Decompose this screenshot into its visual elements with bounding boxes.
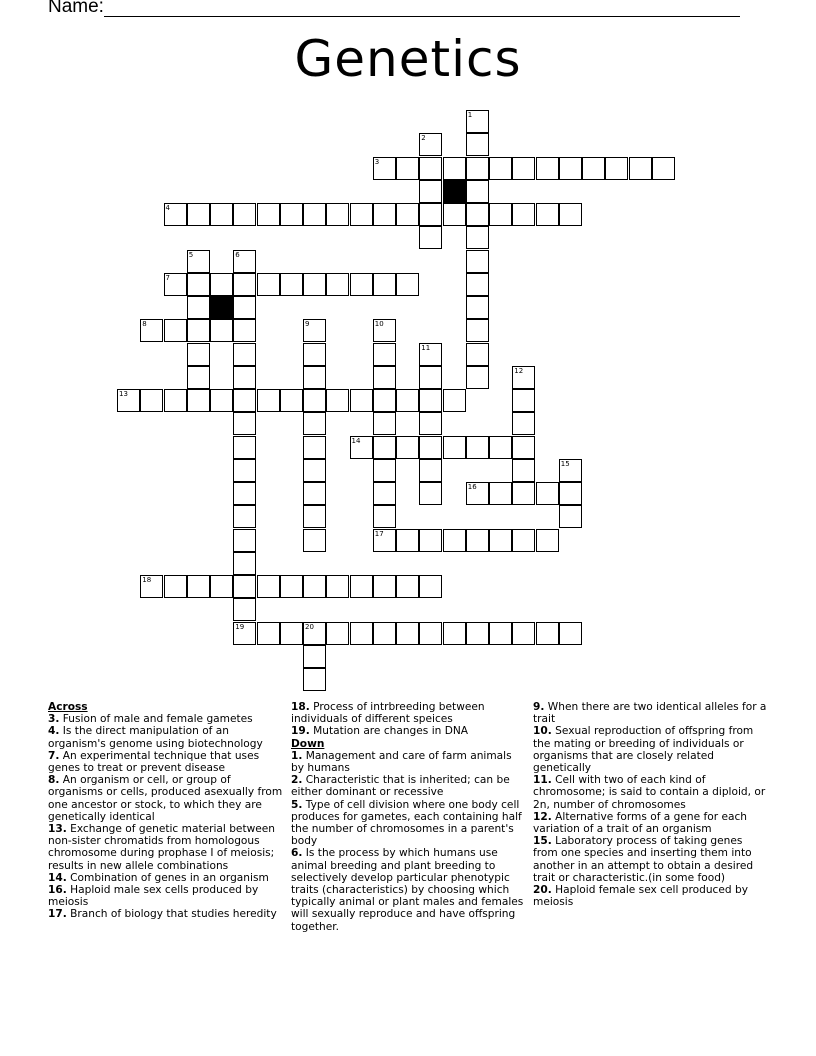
grid-cell[interactable] bbox=[233, 598, 256, 621]
grid-cell[interactable] bbox=[187, 273, 210, 296]
grid-cell[interactable] bbox=[233, 552, 256, 575]
grid-cell[interactable] bbox=[489, 529, 512, 552]
grid-cell[interactable] bbox=[164, 273, 187, 296]
name-label: Name: bbox=[48, 0, 104, 17]
grid-cell[interactable] bbox=[396, 529, 419, 552]
grid-cell[interactable] bbox=[233, 575, 256, 598]
grid-cell[interactable] bbox=[303, 412, 326, 435]
grid-cell-number: 11 bbox=[421, 343, 431, 352]
grid-cell-number: 16 bbox=[467, 483, 477, 491]
grid-cell[interactable] bbox=[443, 436, 466, 459]
grid-cell[interactable] bbox=[559, 505, 582, 528]
grid-cell[interactable] bbox=[233, 622, 256, 645]
grid-cell[interactable] bbox=[233, 273, 256, 296]
grid-cell[interactable] bbox=[303, 622, 326, 645]
clue-across-3: 3. Fusion of male and female gametes bbox=[48, 713, 253, 726]
grid-cell[interactable] bbox=[419, 459, 442, 482]
grid-cell[interactable] bbox=[466, 529, 489, 552]
clue-down-12: 12. Alternative forms of a gene for each variation of a trait of an organism bbox=[533, 810, 747, 836]
grid-cell-number: 13 bbox=[119, 390, 128, 398]
grid-cell[interactable] bbox=[140, 389, 163, 412]
grid-cell[interactable] bbox=[257, 203, 280, 226]
grid-cell-number: 3 bbox=[374, 157, 380, 166]
grid-cell[interactable] bbox=[140, 575, 163, 598]
grid-cell[interactable] bbox=[164, 389, 187, 412]
grid-cell[interactable] bbox=[233, 529, 256, 552]
grid-cell[interactable] bbox=[210, 273, 233, 296]
grid-cell[interactable] bbox=[489, 157, 512, 180]
grid-cell[interactable] bbox=[512, 622, 535, 645]
grid-cell[interactable] bbox=[512, 389, 535, 412]
grid-cell[interactable] bbox=[559, 157, 582, 180]
grid-cell[interactable] bbox=[280, 203, 303, 226]
grid-cell[interactable] bbox=[373, 157, 396, 180]
clue-across-19: 19. Mutation are changes in DNA bbox=[291, 725, 469, 738]
grid-cell[interactable] bbox=[373, 389, 396, 412]
grid-cell[interactable] bbox=[187, 319, 210, 342]
grid-cell[interactable] bbox=[350, 273, 373, 296]
grid-cell[interactable] bbox=[210, 389, 233, 412]
grid-cell[interactable] bbox=[512, 366, 535, 389]
grid-cell[interactable] bbox=[233, 319, 256, 342]
grid-cell[interactable] bbox=[373, 412, 396, 435]
grid-cell[interactable] bbox=[419, 622, 442, 645]
grid-cell-number: 12 bbox=[514, 366, 524, 375]
clue-across-4: 4. Is the direct manipulation of an organism's genome using biotechnology bbox=[48, 725, 263, 750]
grid-cell[interactable] bbox=[233, 296, 256, 319]
clue-across-8: 8. An organism or cell, or group of organisms or cells, produced asexually from one ancestor or stock, to which they are genetically identical bbox=[48, 774, 283, 823]
clue-down-9: 9. When there are two identical alleles for a trait bbox=[533, 701, 767, 726]
grid-cell[interactable] bbox=[373, 203, 396, 226]
clue-down-10: 10. Sexual reproduction of offspring from the mating or breeding of individuals or organisms that are closely related genetically bbox=[533, 725, 754, 775]
grid-cell[interactable] bbox=[466, 273, 489, 296]
grid-cell[interactable] bbox=[373, 436, 396, 459]
grid-cell[interactable] bbox=[466, 180, 489, 203]
grid-cell[interactable] bbox=[489, 482, 512, 505]
grid-cell[interactable] bbox=[582, 157, 605, 180]
grid-cell[interactable] bbox=[489, 203, 512, 226]
grid-cell[interactable] bbox=[466, 157, 489, 180]
grid-cell[interactable] bbox=[559, 622, 582, 645]
clue-down-6: 6. Is the process by which humans use animal breeding and plant breeding to selectively develop particular phenotypic traits (characteristics) by choosing which typically animal or plant males and females will sexually reproduce and have offspring together. bbox=[291, 847, 524, 933]
grid-cell[interactable] bbox=[419, 133, 442, 156]
grid-cell[interactable] bbox=[187, 366, 210, 389]
grid-cell[interactable] bbox=[536, 529, 559, 552]
grid-block-cell bbox=[210, 296, 233, 319]
grid-cell[interactable] bbox=[187, 296, 210, 319]
grid-cell-number: 4 bbox=[165, 204, 170, 212]
grid-cell[interactable] bbox=[466, 343, 489, 366]
grid-cell-number: 9 bbox=[305, 320, 310, 329]
clue-across-18: 18. Process of intrbreeding between individuals of different speices bbox=[291, 701, 485, 726]
grid-cell[interactable] bbox=[396, 157, 419, 180]
grid-cell[interactable] bbox=[257, 273, 280, 296]
grid-cell[interactable] bbox=[512, 412, 535, 435]
grid-cell[interactable] bbox=[257, 389, 280, 412]
grid-cell[interactable] bbox=[466, 296, 489, 319]
grid-cell-number: 18 bbox=[142, 576, 152, 584]
grid-cell[interactable] bbox=[303, 482, 326, 505]
grid-cell[interactable] bbox=[373, 622, 396, 645]
grid-cell[interactable] bbox=[373, 505, 396, 528]
grid-cell[interactable] bbox=[233, 505, 256, 528]
grid-cell-number: 20 bbox=[305, 622, 314, 631]
grid-cell[interactable] bbox=[303, 529, 326, 552]
grid-cell[interactable] bbox=[233, 436, 256, 459]
grid-cell[interactable] bbox=[512, 436, 535, 459]
grid-cell[interactable] bbox=[233, 343, 256, 366]
clue-down-5: 5. Type of cell division where one body cell produces for gametes, each containing half the number of chromosomes in a parent's body bbox=[291, 798, 522, 848]
clue-across-17: 17. Branch of biology that studies heredity bbox=[48, 908, 277, 921]
grid-cell-number: 1 bbox=[467, 111, 473, 119]
grid-cell[interactable] bbox=[117, 389, 140, 412]
grid-cell[interactable] bbox=[536, 203, 559, 226]
grid-cell[interactable] bbox=[443, 203, 466, 226]
grid-cell[interactable] bbox=[466, 133, 489, 156]
grid-cell[interactable] bbox=[466, 436, 489, 459]
grid-cell[interactable] bbox=[303, 668, 326, 691]
grid-cell[interactable] bbox=[396, 575, 419, 598]
grid-cell[interactable] bbox=[303, 459, 326, 482]
grid-cell[interactable] bbox=[303, 203, 326, 226]
grid-cell[interactable] bbox=[233, 203, 256, 226]
grid-cell[interactable] bbox=[466, 482, 489, 505]
grid-cell[interactable] bbox=[373, 319, 396, 342]
clues-column-2 bbox=[291, 701, 527, 933]
grid-cell-number: 15 bbox=[560, 459, 570, 468]
grid-cell[interactable] bbox=[419, 343, 442, 366]
grid-cell[interactable] bbox=[280, 575, 303, 598]
grid-cell[interactable] bbox=[303, 575, 326, 598]
clues-column-1 bbox=[48, 701, 284, 921]
grid-cell[interactable] bbox=[303, 319, 326, 342]
grid-cell[interactable] bbox=[350, 389, 373, 412]
grid-cell[interactable] bbox=[466, 203, 489, 226]
grid-cell[interactable] bbox=[443, 529, 466, 552]
grid-cell-number: 2 bbox=[421, 134, 426, 143]
grid-cell-number: 19 bbox=[235, 622, 245, 631]
clue-down-2: 2. Characteristic that is inherited; can be either dominant or recessive bbox=[291, 774, 510, 799]
grid-cell[interactable] bbox=[419, 366, 442, 389]
grid-cell[interactable] bbox=[140, 319, 163, 342]
grid-cell[interactable] bbox=[257, 622, 280, 645]
clue-down-15: 15. Laboratory process of taking genes from one species and inserting them into another in an attempt to obtain a desired trait or characteristic.(in some food) bbox=[533, 835, 754, 884]
grid-cell[interactable] bbox=[512, 157, 535, 180]
grid-cell[interactable] bbox=[443, 389, 466, 412]
grid-cell[interactable] bbox=[396, 203, 419, 226]
grid-cell[interactable] bbox=[396, 389, 419, 412]
grid-cell-number: 7 bbox=[165, 273, 170, 282]
grid-cell[interactable] bbox=[443, 622, 466, 645]
grid-cell[interactable] bbox=[536, 157, 559, 180]
grid-cell[interactable] bbox=[512, 203, 535, 226]
grid-cell[interactable] bbox=[280, 273, 303, 296]
grid-cell[interactable] bbox=[466, 319, 489, 342]
grid-cell[interactable] bbox=[373, 366, 396, 389]
grid-cell[interactable] bbox=[419, 482, 442, 505]
grid-cell[interactable] bbox=[373, 459, 396, 482]
grid-cell[interactable] bbox=[373, 575, 396, 598]
grid-cell[interactable] bbox=[350, 436, 373, 459]
grid-cell[interactable] bbox=[419, 180, 442, 203]
page-title: Genetics bbox=[294, 30, 522, 88]
grid-cell[interactable] bbox=[373, 529, 396, 552]
grid-cell[interactable] bbox=[652, 157, 675, 180]
grid-cell-number: 6 bbox=[235, 250, 240, 259]
clues-column-3 bbox=[533, 701, 769, 908]
grid-cell[interactable] bbox=[303, 505, 326, 528]
grid-cell[interactable] bbox=[559, 482, 582, 505]
grid-cell[interactable] bbox=[489, 436, 512, 459]
grid-cell[interactable] bbox=[419, 529, 442, 552]
grid-cell[interactable] bbox=[419, 226, 442, 249]
grid-cell[interactable] bbox=[280, 389, 303, 412]
grid-cell[interactable] bbox=[419, 412, 442, 435]
grid-cell[interactable] bbox=[303, 436, 326, 459]
grid-cell[interactable] bbox=[350, 203, 373, 226]
grid-cell[interactable] bbox=[350, 575, 373, 598]
grid-cell[interactable] bbox=[559, 203, 582, 226]
grid-cell[interactable] bbox=[233, 412, 256, 435]
grid-cell[interactable] bbox=[536, 622, 559, 645]
grid-cell[interactable] bbox=[466, 110, 489, 133]
clue-across-14: 14. Combination of genes in an organism bbox=[48, 871, 269, 884]
grid-cell-number: 14 bbox=[351, 436, 361, 445]
grid-cell[interactable] bbox=[187, 343, 210, 366]
grid-cell[interactable] bbox=[512, 459, 535, 482]
grid-cell[interactable] bbox=[164, 319, 187, 342]
grid-cell[interactable] bbox=[187, 575, 210, 598]
grid-cell[interactable] bbox=[466, 226, 489, 249]
grid-cell[interactable] bbox=[629, 157, 652, 180]
grid-cell[interactable] bbox=[210, 575, 233, 598]
grid-cell-number: 5 bbox=[188, 250, 194, 259]
grid-cell[interactable] bbox=[512, 529, 535, 552]
grid-cell[interactable] bbox=[419, 575, 442, 598]
grid-cell[interactable] bbox=[326, 575, 349, 598]
grid-cell-number: 8 bbox=[142, 320, 147, 329]
grid-cell-number: 17 bbox=[374, 529, 384, 538]
grid-cell[interactable] bbox=[303, 645, 326, 668]
grid-cell[interactable] bbox=[466, 622, 489, 645]
grid-cell[interactable] bbox=[164, 203, 187, 226]
across-heading: Across bbox=[48, 701, 88, 713]
grid-cell[interactable] bbox=[187, 389, 210, 412]
grid-cell[interactable] bbox=[326, 273, 349, 296]
grid-cell[interactable] bbox=[210, 319, 233, 342]
grid-cell[interactable] bbox=[373, 273, 396, 296]
grid-cell[interactable] bbox=[559, 459, 582, 482]
grid-cell[interactable] bbox=[373, 482, 396, 505]
grid-cell[interactable] bbox=[233, 482, 256, 505]
grid-cell[interactable] bbox=[373, 343, 396, 366]
grid-cell[interactable] bbox=[303, 343, 326, 366]
grid-cell[interactable] bbox=[187, 203, 210, 226]
grid-cell[interactable] bbox=[164, 575, 187, 598]
grid-cell[interactable] bbox=[326, 622, 349, 645]
grid-cell[interactable] bbox=[466, 250, 489, 273]
clue-across-7: 7. An experimental technique that uses genes to treat or prevent disease bbox=[48, 749, 260, 775]
down-heading: Down bbox=[291, 737, 325, 750]
grid-cell[interactable] bbox=[303, 389, 326, 412]
clue-across-13: 13. Exchange of genetic material between non-sister chromatids from homologous chromosome during prophase I of meiosis; results in new allele combinations bbox=[48, 823, 276, 872]
grid-cell[interactable] bbox=[512, 482, 535, 505]
grid-cell[interactable] bbox=[326, 389, 349, 412]
grid-cell[interactable] bbox=[419, 203, 442, 226]
grid-cell[interactable] bbox=[419, 389, 442, 412]
grid-cell-number: 10 bbox=[374, 320, 384, 329]
grid-block-cell bbox=[443, 180, 466, 203]
grid-cell[interactable] bbox=[233, 250, 256, 273]
grid-cell[interactable] bbox=[303, 366, 326, 389]
grid-cell[interactable] bbox=[536, 482, 559, 505]
grid-cell[interactable] bbox=[233, 366, 256, 389]
grid-cell[interactable] bbox=[210, 203, 233, 226]
grid-cell[interactable] bbox=[466, 366, 489, 389]
grid-cell[interactable] bbox=[326, 203, 349, 226]
grid-cell[interactable] bbox=[419, 436, 442, 459]
clue-down-20: 20. Haploid female sex cell produced by meiosis bbox=[533, 884, 748, 909]
grid-cell[interactable] bbox=[489, 622, 512, 645]
grid-cell[interactable] bbox=[396, 622, 419, 645]
grid-cell[interactable] bbox=[233, 459, 256, 482]
clue-down-11: 11. Cell with two of each kind of chromosome; is said to contain a diploid, or 2n, number of chromosomes bbox=[533, 774, 766, 811]
grid-cell[interactable] bbox=[396, 273, 419, 296]
grid-cell[interactable] bbox=[187, 250, 210, 273]
grid-cell[interactable] bbox=[280, 622, 303, 645]
clue-across-16: 16. Haploid male sex cells produced by meiosis bbox=[48, 884, 259, 909]
grid-cell[interactable] bbox=[443, 157, 466, 180]
grid-cell[interactable] bbox=[605, 157, 628, 180]
grid-cell[interactable] bbox=[350, 622, 373, 645]
grid-cell[interactable] bbox=[233, 389, 256, 412]
grid-cell[interactable] bbox=[257, 575, 280, 598]
clue-down-1: 1. Management and care of farm animals by humans bbox=[291, 749, 512, 775]
grid-cell[interactable] bbox=[419, 157, 442, 180]
grid-cell[interactable] bbox=[396, 436, 419, 459]
grid-cell[interactable] bbox=[303, 273, 326, 296]
